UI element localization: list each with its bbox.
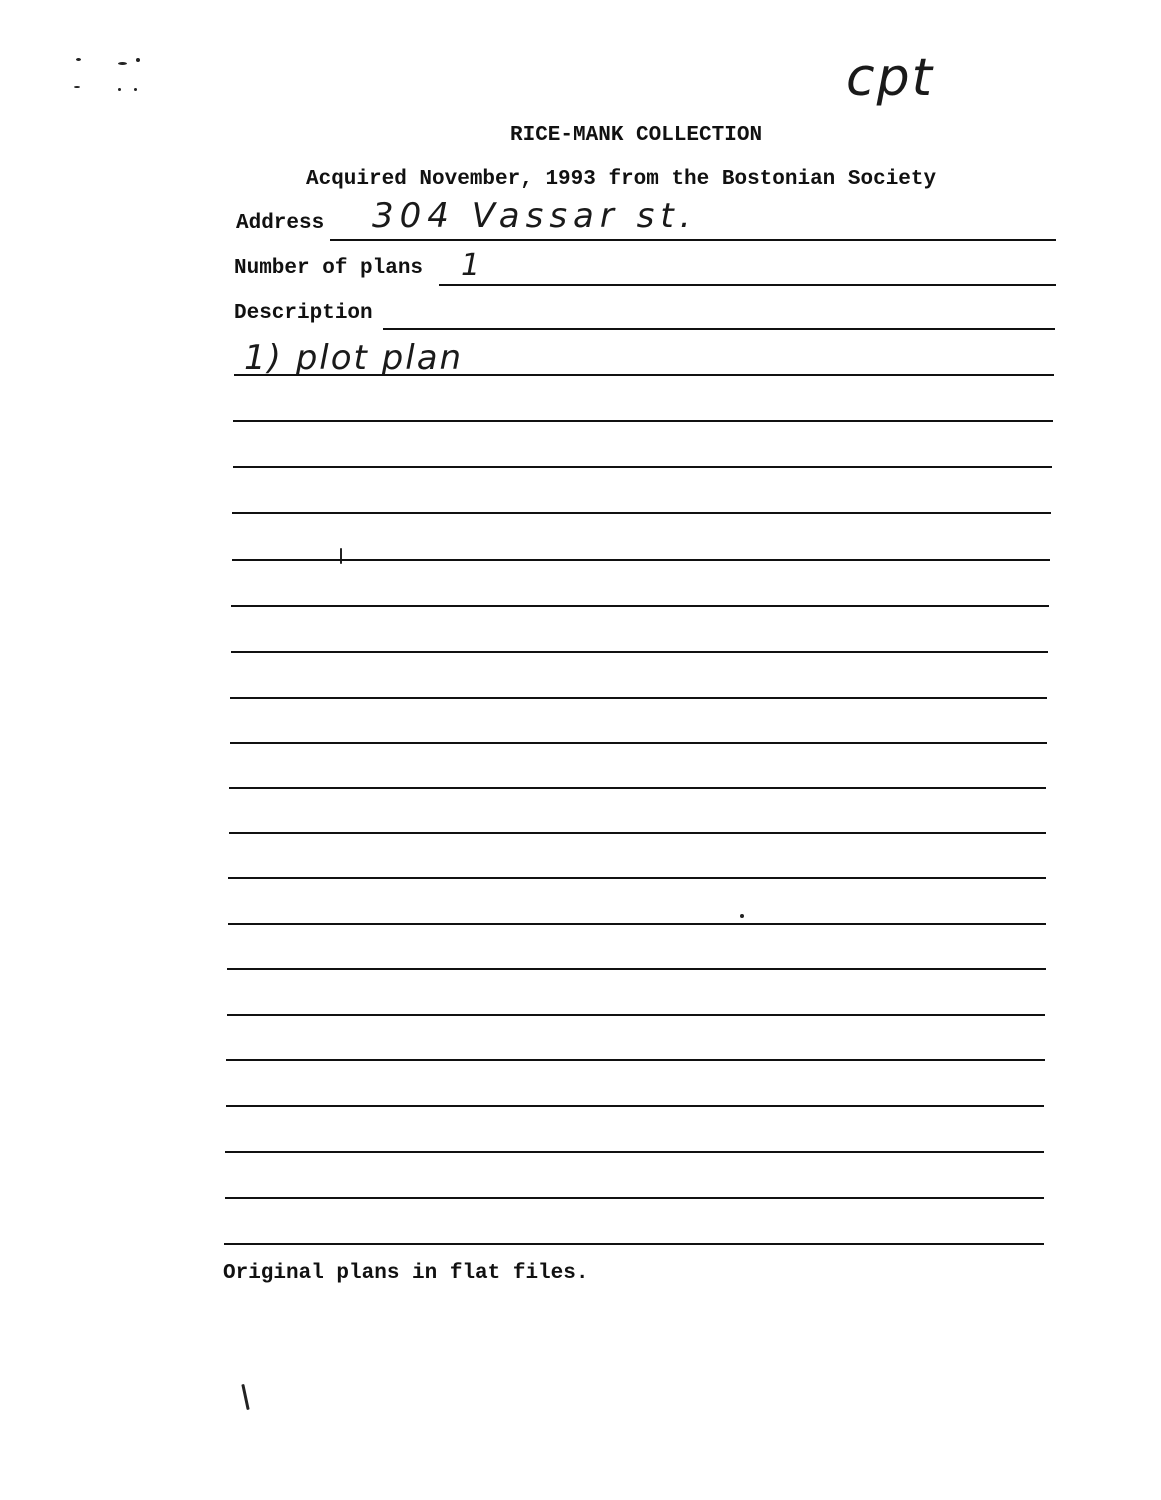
handwritten-initials: cpt bbox=[846, 48, 934, 108]
scan-speck bbox=[76, 58, 81, 61]
scan-speck bbox=[134, 88, 137, 91]
ruled-line bbox=[226, 1105, 1044, 1107]
description-field-line bbox=[383, 328, 1055, 330]
scan-speck bbox=[74, 86, 80, 88]
ruled-line bbox=[226, 1059, 1045, 1061]
scan-speck bbox=[740, 914, 744, 918]
number-of-plans-label: Number of plans bbox=[234, 257, 424, 280]
form-subtitle: Acquired November, 1993 from the Bostonian Society bbox=[306, 168, 937, 191]
ruled-line bbox=[225, 1151, 1044, 1153]
ruled-line bbox=[233, 420, 1053, 422]
scan-speck bbox=[241, 1384, 249, 1410]
ruled-line bbox=[229, 832, 1046, 834]
ruled-line bbox=[232, 559, 1050, 561]
number-of-plans-value: 1 bbox=[461, 248, 481, 283]
address-field-line bbox=[330, 239, 1056, 241]
ruled-line bbox=[230, 742, 1047, 744]
description-value: 1) plot plan bbox=[244, 338, 464, 378]
ruled-line bbox=[229, 787, 1046, 789]
ruled-line bbox=[228, 877, 1046, 879]
address-label: Address bbox=[236, 212, 325, 235]
ruled-line bbox=[225, 1197, 1044, 1199]
ruled-line bbox=[232, 512, 1051, 514]
scan-speck bbox=[118, 62, 127, 65]
scan-speck bbox=[118, 88, 121, 91]
form-title: RICE-MANK COLLECTION bbox=[510, 124, 763, 147]
ruled-line bbox=[224, 1243, 1044, 1245]
ruled-line bbox=[227, 1014, 1045, 1016]
ruled-line bbox=[233, 466, 1052, 468]
ruled-line bbox=[230, 697, 1047, 699]
ruled-line bbox=[227, 968, 1046, 970]
footer-note: Original plans in flat files. bbox=[223, 1262, 589, 1285]
ruled-line bbox=[231, 605, 1049, 607]
scan-speck bbox=[340, 548, 342, 564]
ruled-line bbox=[228, 923, 1046, 925]
ruled-line bbox=[234, 374, 1054, 376]
address-value: 304 Vassar st. bbox=[372, 196, 697, 236]
ruled-line bbox=[231, 651, 1048, 653]
description-label: Description bbox=[234, 302, 373, 325]
scan-speck bbox=[136, 58, 140, 62]
number-of-plans-field-line bbox=[439, 284, 1056, 286]
